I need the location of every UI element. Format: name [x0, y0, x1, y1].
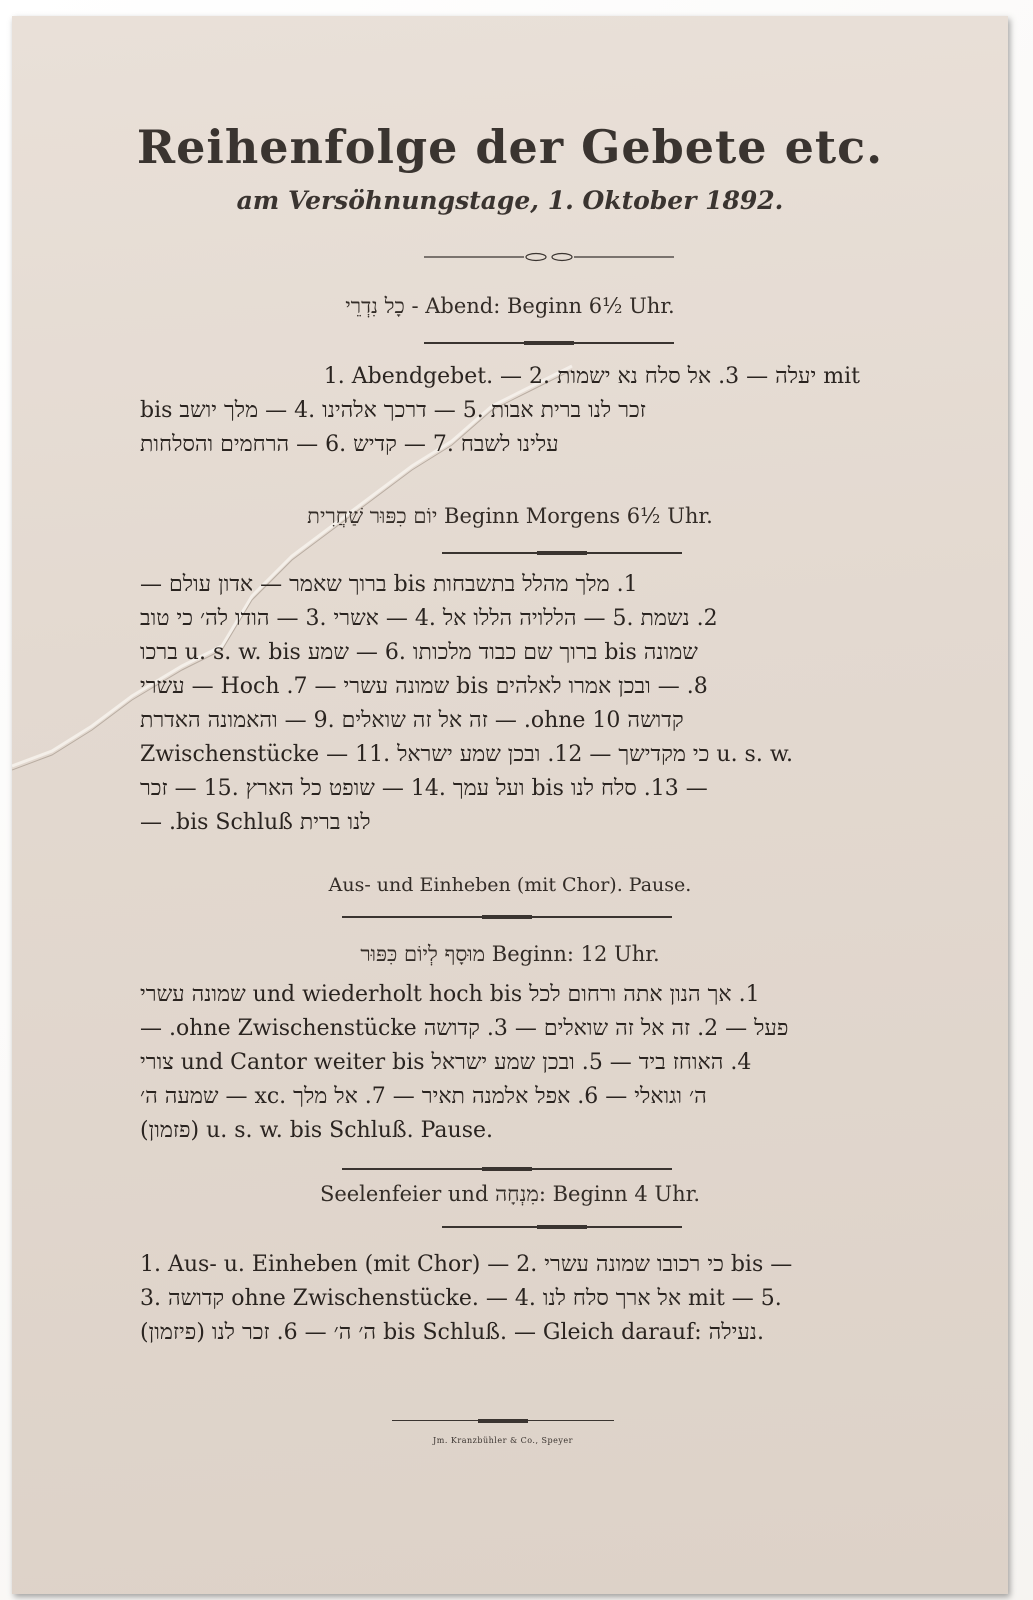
text-line: 1. Aus- u. Einheben (mit Chor) — 2. כי רכובו שמונה עשרי bis —	[140, 1252, 793, 1277]
section-divider	[342, 916, 672, 918]
text-line: לנו ברית bis Schluß. —	[140, 810, 371, 835]
text-line: 8. — ובכן אמרו לאלהים bis שמונה עשרי — 7. Hoch — עשרי	[140, 674, 708, 699]
text-line: — 13. סלח לנו bis ועל עמך .14 — שופט כל הארץ .15 — זכר	[140, 776, 708, 801]
section-divider	[442, 1226, 682, 1228]
ornament-divider	[424, 252, 674, 262]
text-line: עלינו לשבח .7 — קדיש .6 — הרחמים והסלחות	[140, 432, 559, 457]
text-line: (פיזמון) ה׳ ה׳ — 6. זכר לנו bis Schluß. — Gleich darauf: נעילה.	[140, 1320, 764, 1345]
section-body-shacharit	[140, 568, 860, 840]
section-body-musaf	[140, 978, 860, 1148]
printer-imprint: Jm. Kranzbühler & Co., Speyer	[433, 1436, 573, 1445]
document-subtitle: am Versöhnungstage, 1. Oktober 1892.	[236, 186, 784, 215]
text-line: זכר לנו ברית אבות .5 — דרכך אלהינו .4 — מלך יושב bis	[140, 398, 646, 423]
document-title: Reihenfolge der Gebete etc.	[136, 120, 884, 174]
text-line: ה׳ וגואלי — 6. אפל אלמנה תאיר — 7. אל מלך .xc — שמעה ה׳	[140, 1084, 707, 1109]
section-heading-musaf: מוּסָף לְיוֹם כִּפּוּר Beginn: 12 Uhr.	[360, 942, 660, 966]
section-heading-shacharit: יוֹם כִפּוּר שַׁחֲרִית Beginn Morgens 6½ Uhr.	[307, 504, 713, 528]
text-line: 1. מלך מהלל בתשבחות bis ברוך שאמר — אדון עולם —	[140, 572, 638, 597]
paper-sheet	[12, 16, 1008, 1594]
text-line: 1. אך הנון אתה ורחום לכל und wiederholt hoch bis שמונה עשרי	[140, 982, 760, 1007]
section-note-ausheben: Aus- und Einheben (mit Chor). Pause.	[328, 874, 692, 896]
section-divider	[442, 552, 682, 554]
section-divider	[424, 342, 674, 344]
section-body-mincha	[140, 1248, 860, 1350]
section-heading-kol-nidre: כָל נִדְרֵי - Abend: Beginn 6½ Uhr.	[345, 294, 675, 318]
text-line: פעל — 2. זה אל זה שואלים — 3. קדושה ohne Zwischenstücke. —	[140, 1016, 789, 1041]
text-line: Zwischenstücke — 11. כי מקדישך — 12. ובכן שמע ישראל u. s. w.	[140, 742, 794, 767]
text-line: 1. Abendgebet. — 2. יעלה — 3. אל סלח נא ישמות mit	[323, 364, 860, 389]
text-line: שמונה bis ברוך שם כבוד מלכותו .6 — שמע u. s. w. bis ברכו	[140, 640, 698, 665]
text-line: 3. קדושה ohne Zwischenstücke. — 4. אל ארך סלח לנו mit — 5.	[140, 1286, 782, 1311]
section-divider	[342, 1168, 672, 1170]
imprint-divider	[392, 1420, 614, 1421]
text-line: 2. נשמת .5 — הללויה הללו אל .4 — אשרי .3 — הודו לה׳ כי טוב	[140, 606, 718, 631]
text-line: (פזמון) u. s. w. bis Schluß. Pause.	[140, 1118, 493, 1143]
text-line: 4. האוחז ביד — 5. ובכן שמע ישראל und Cantor weiter bis צורי	[140, 1050, 752, 1075]
section-heading-mincha: Seelenfeier und מִנְחָה: Beginn 4 Uhr.	[319, 1182, 701, 1206]
section-body-kol-nidre	[140, 360, 860, 462]
text-line: קדושה ohne 10. — זה אל זה שואלים .9 — והאמונה האדרת	[140, 708, 684, 733]
